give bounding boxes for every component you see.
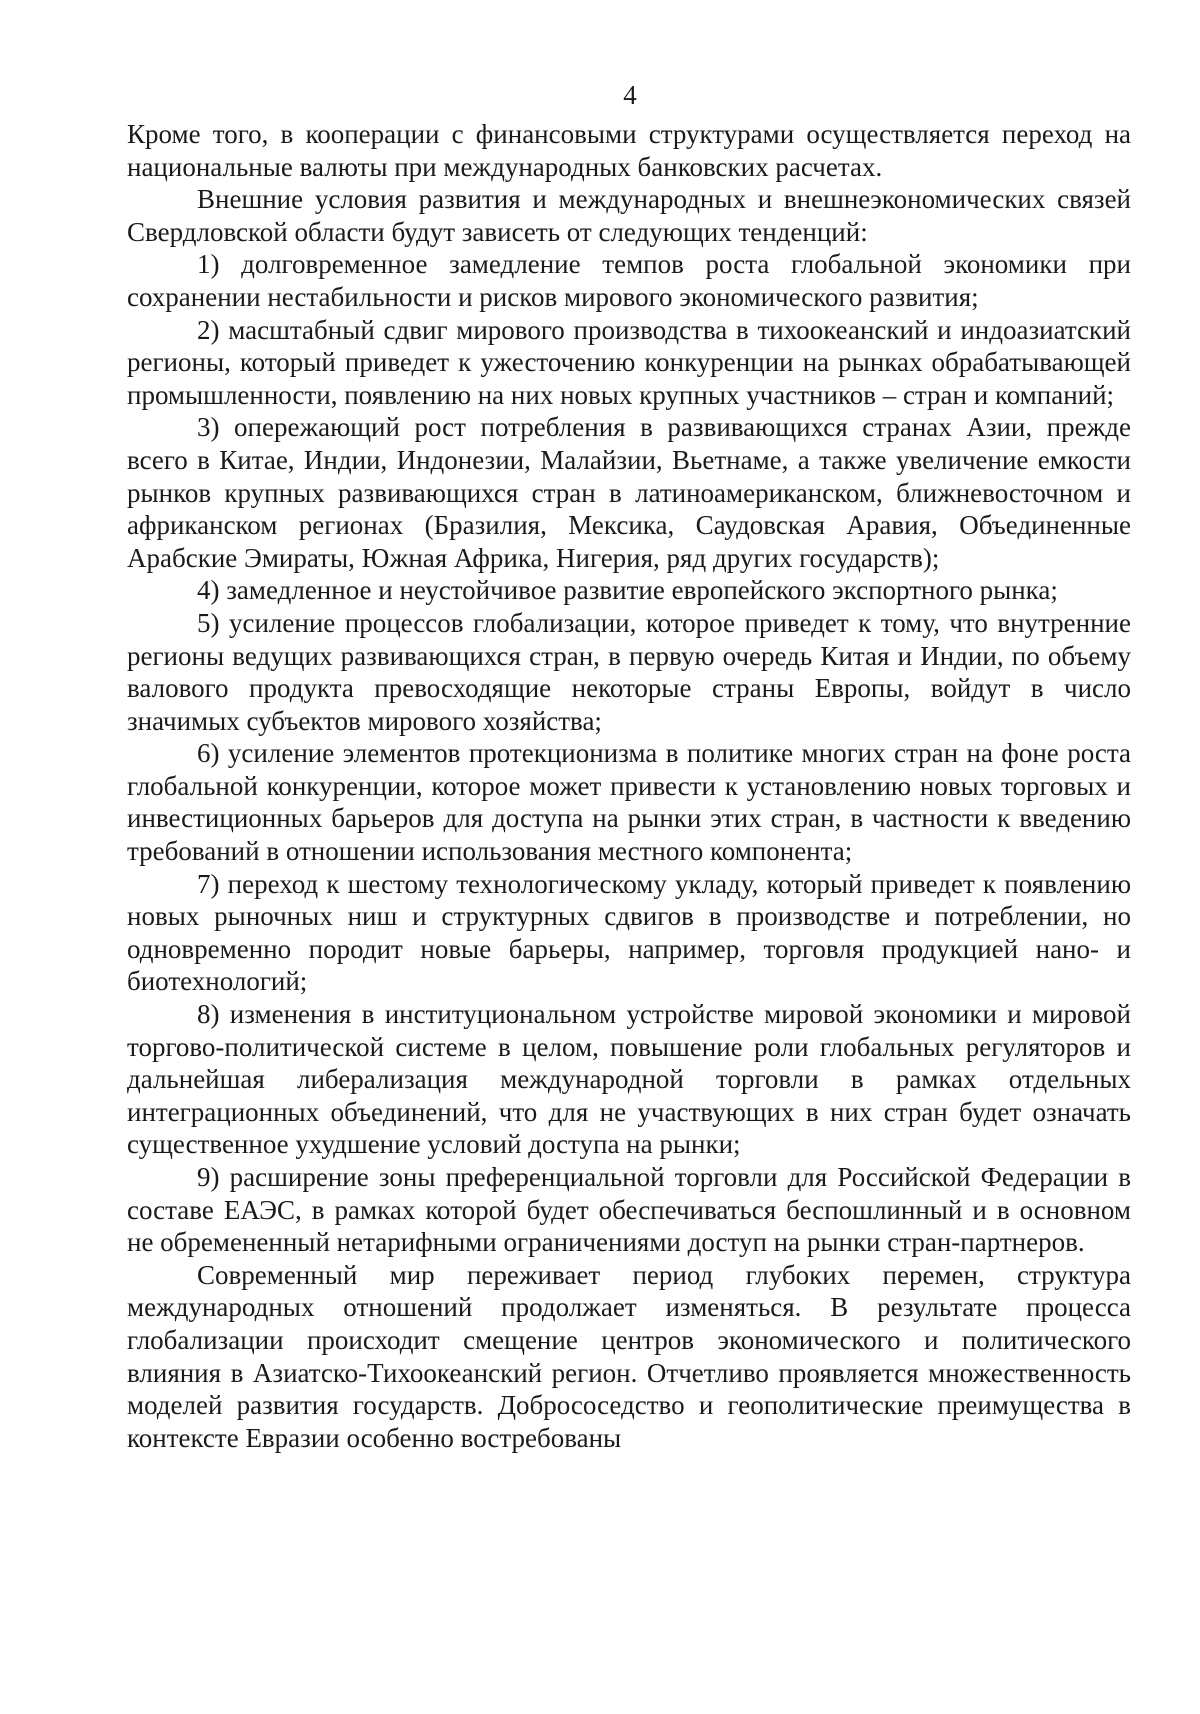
paragraph-conditions: Внешние условия развития и международных и внешнеэкономических связей Свердловской области будут зависеть от следующих тенденций: bbox=[127, 184, 1131, 247]
list-item-7: 7) переход к шестому технологическому укладу, который приведет к появлению новых рыночных ниш и структурных сдвигов в производстве и потреблении, но одновременно породит новые барьеры, например, торговля продукцией нано- и биотехнологий; bbox=[127, 868, 1131, 997]
list-item-9: 9) расширение зоны преференциальной торговли для Российской Федерации в составе ЕАЭС, в рамках которой будет обеспечиваться беспошлинный и в основном не обремененный нетарифными ограничениями доступ на рынки стран-партнеров. bbox=[127, 1162, 1131, 1258]
paragraph-intro: Кроме того, в кооперации с финансовыми структурами осуществляется переход на национальные валюты при международных банковских расчетах. bbox=[127, 119, 1131, 182]
list-item-5: 5) усиление процессов глобализации, которое приведет к тому, что внутренние регионы ведущих развивающихся стран, в первую очередь Китая и Индии, по объему валового продукта превосходящие некоторые страны Европы, войдут в число значимых субъектов мирового хозяйства; bbox=[127, 607, 1131, 736]
list-item-1: 1) долговременное замедление темпов роста глобальной экономики при сохранении нестабильности и рисков мирового экономического развития; bbox=[127, 249, 1131, 312]
list-item-8: 8) изменения в институциональном устройстве мировой экономики и мировой торгово-политической системе в целом, повышение роли глобальных регуляторов и дальнейшая либерализация международной торговли в рамках отдельных интеграционных объединений, что для не участвующих в них стран будет означать существенное ухудшение условий доступа на рынки; bbox=[127, 999, 1131, 1160]
list-item-4: 4) замедленное и неустойчивое развитие европейского экспортного рынка; bbox=[197, 575, 1058, 606]
document-body bbox=[127, 118, 1131, 1454]
list-item-6: 6) усиление элементов протекционизма в политике многих стран на фоне роста глобальной конкуренции, которое может привести к установлению новых торговых и инвестиционных барьеров для доступа на рынки этих стран, в частности к введению требований в отношении использования местного компонента; bbox=[127, 738, 1131, 867]
paragraph-modern-world: Современный мир переживает период глубоких перемен, структура международных отношений продолжает изменяться. В результате процесса глобализации происходит смещение центров экономического и политического влияния в Азиатско-Тихоокеанский регион. Отчетливо проявляется множественность моделей развития государств. Добрососедство и геополитические преимущества в контексте Евразии особенно востребованы bbox=[127, 1259, 1131, 1453]
list-item-2: 2) масштабный сдвиг мирового производства в тихоокеанский и индоазиатский регионы, который приведет к ужесточению конкуренции на рынках обрабатывающей промышленности, появлению на них новых крупных участников – стран и компаний; bbox=[127, 314, 1131, 410]
page-number: 4 bbox=[623, 80, 637, 110]
list-item-3: 3) опережающий рост потребления в развивающихся странах Азии, прежде всего в Китае, Индии, Индонезии, Малайзии, Вьетнаме, а также увеличение емкости рынков крупных развивающихся стран в латиноамериканском, ближневосточном и африканском регионах (Бразилия, Мексика, Саудовская Аравия, Объединенные Арабские Эмираты, Южная Африка, Нигерия, ряд других государств); bbox=[127, 412, 1131, 573]
